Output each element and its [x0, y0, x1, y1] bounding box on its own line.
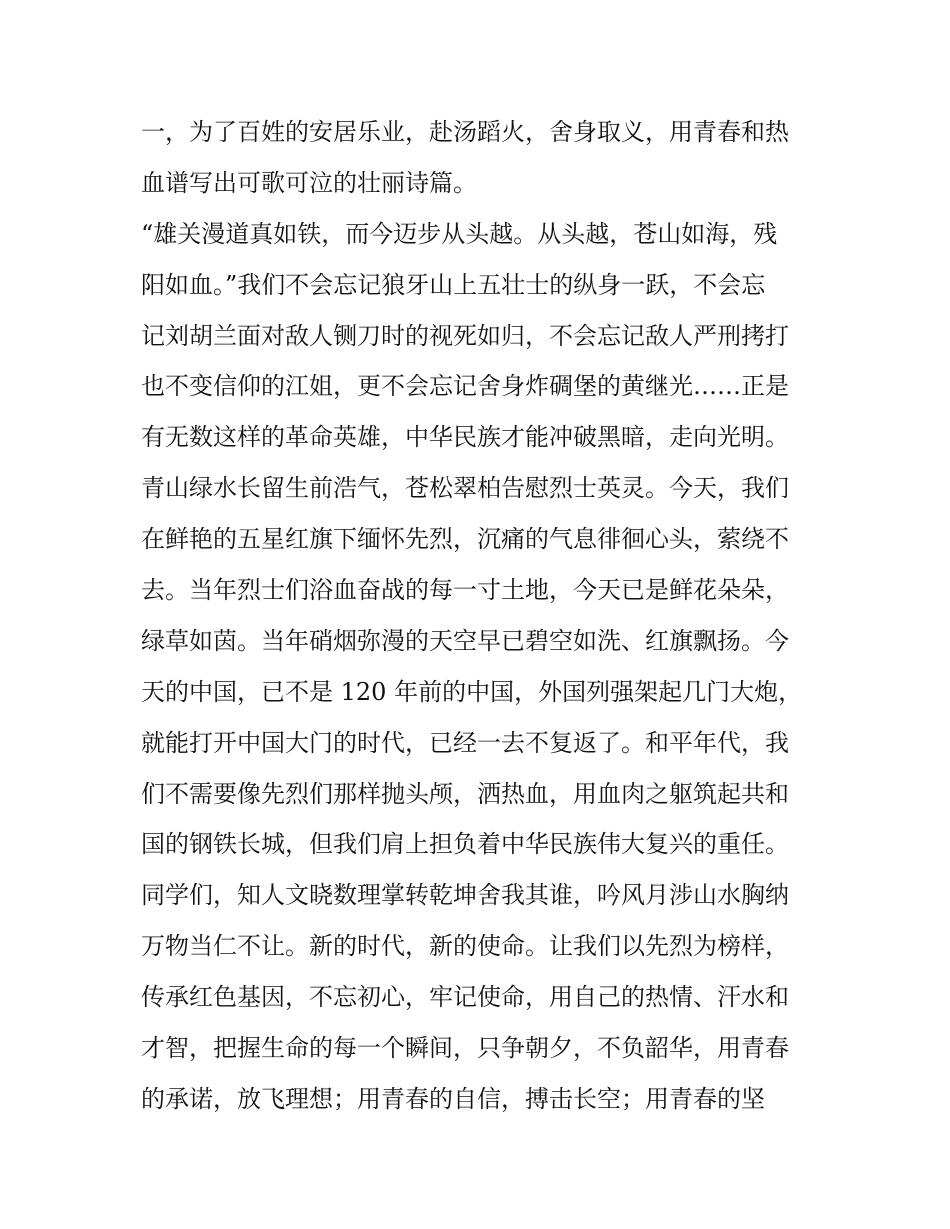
text-line: 传承红色基因，不忘初心，牢记使命，用自己的热情、汗水和 [141, 983, 789, 1012]
text-line: 万物当仁不让。新的时代，新的使命。让我们以先烈为榜样， [141, 932, 789, 961]
text-line: 青山绿水长留生前浩气，苍松翠柏告慰烈士英灵。今天，我们 [141, 474, 789, 503]
text-line: 天的中国，已不是 120 年前的中国，外国列强架起几门大炮， [141, 677, 803, 706]
text-line: 去。当年烈士们浴血奋战的每一寸土地，今天已是鲜花朵朵， [141, 576, 789, 605]
text-line: 国的钢铁长城，但我们肩上担负着中华民族伟大复兴的重任。 [141, 830, 789, 859]
text-line: 记刘胡兰面对敌人铡刀时的视死如归，不会忘记敌人严刑拷打 [141, 321, 789, 350]
body-text [141, 107, 821, 1125]
text-line: “雄关漫道真如铁，而今迈步从头越。从头越，苍山如海，残 [141, 219, 778, 248]
text-line: 有无数这样的革命英雄，中华民族才能冲破黑暗，走向光明。 [141, 423, 789, 452]
text-line: 们不需要像先烈们那样抛头颅，洒热血，用血肉之躯筑起共和 [141, 779, 789, 808]
text-line: 在鲜艳的五星红旗下缅怀先烈，沉痛的气息徘徊心头，萦绕不 [141, 525, 789, 554]
text-line: 同学们，知人文晓数理掌转乾坤舍我其谁，吟风月涉山水胸纳 [141, 881, 789, 910]
text-line: 一，为了百姓的安居乐业，赴汤蹈火，舍身取义，用青春和热 [141, 118, 789, 146]
text-line: 就能打开中国大门的时代，已经一去不复返了。和平年代，我 [141, 728, 789, 757]
text-line: 才智，把握生命的每一个瞬间，只争朝夕，不负韶华，用青春 [141, 1034, 789, 1063]
text-line: 阳如血。”我们不会忘记狼牙山上五壮士的纵身一跃，不会忘 [141, 270, 766, 299]
text-line: 绿草如茵。当年硝烟弥漫的天空早已碧空如洗、红旗飘扬。今 [141, 626, 789, 655]
text-line: 也不变信仰的江姐，更不会忘记舍身炸碉堡的黄继光……正是 [141, 372, 789, 401]
text-line: 血谱写出可歌可泣的壮丽诗篇。 [141, 168, 477, 197]
text-line: 的承诺，放飞理想；用青春的自信，搏击长空；用青春的坚 [141, 1084, 765, 1113]
